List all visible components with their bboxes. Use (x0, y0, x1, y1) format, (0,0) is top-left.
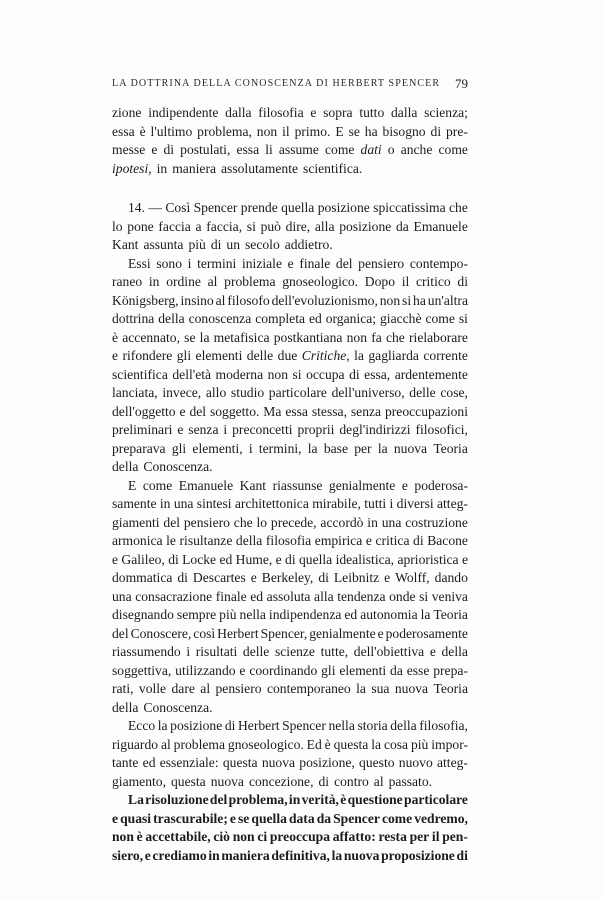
text-line: dottrina della conoscenza completa ed organica; giacchè come si (112, 311, 468, 326)
text-line: 14. — Così Spencer prende quella posizione spiccatissima che (128, 200, 468, 215)
text-line: dommatica di Descartes e Berkeley, di Leibnitz e Wolff, dando (112, 570, 468, 585)
text-line: tante ed essenziale: questa nuova posizione, questo nuovo atteg- (112, 755, 468, 770)
text-line: rati, volle dare al pensiero contemporaneo la sua nuova Teoria (112, 681, 468, 696)
text-line: preliminari e senza i preconcetti proprii degl'indirizzi filosofici, (112, 422, 468, 437)
text-line: lo pone faccia a faccia, si può dire, alla posizione da Emanuele (112, 218, 468, 234)
text-line: Ecco la posizione di Herbert Spencer nella storia della filosofia, (128, 718, 468, 733)
text-line: giamento, questa nuova concezione, di contro al passato. (112, 773, 433, 789)
paragraph (112, 104, 468, 178)
text-line: e rifondere gli elementi delle due Critiche, la gagliarda corrente (112, 348, 468, 363)
text-line: riguardo al problema gnoseologico. Ed è questa la cosa più impor- (112, 736, 468, 752)
page-header (112, 78, 468, 96)
text-line: essa è l'ultimo problema, non il primo. E se ha bisogno di pre- (112, 123, 468, 139)
text-line: siero, e crediamo in maniera definitiva, la nuova proposizione di (112, 847, 468, 863)
text-line: e Galileo, di Locke ed Hume, e di quella idealistica, aprioristica e (112, 551, 468, 567)
text-line: disegnando sempre più nella indipendenza ed autonomia la Teoria (112, 607, 468, 622)
paragraph (112, 255, 468, 477)
page-body (112, 104, 468, 865)
text-line: scientifica dell'età moderna non si occupa di essa, ardentemente (112, 366, 468, 382)
text-line: messe e di postulati, essa li assume come dati o anche come (112, 142, 468, 157)
text-line: armonica le risultanze della filosofia empirica e critica di Bacone (112, 533, 468, 548)
text-line: ipotesi, in maniera assolutamente scientifica. (112, 160, 363, 176)
text-line: della Conoscenza. (112, 699, 213, 715)
text-line: è accennato, se la metafisica postkantiana non fa che rielaborare (112, 329, 468, 345)
text-line: del Conoscere, così Herbert Spencer, genialmente e poderosamente (112, 625, 468, 641)
text-line: lanciata, invece, allo studio particolare dell'universo, delle cose, (112, 385, 468, 400)
text-line: della Conoscenza. (112, 459, 213, 474)
running-head: LA DOTTRINA DELLA CONOSCENZA DI HERBERT SPENCER (112, 78, 441, 89)
text-line: raneo in ordine al problema gnoseologico. Dopo il critico di (112, 274, 468, 289)
paragraph (112, 791, 468, 865)
text-line: La risoluzione del problema, in verità, è questione particolare (128, 792, 468, 807)
text-line: Kant assunta più di un secolo addietro. (112, 237, 333, 252)
page-number: 79 (455, 76, 468, 91)
text-line: e quasi trascurabile; e se quella data da Spencer come vedremo, (112, 810, 468, 826)
text-line: preparava gli elementi, i termini, la base per la nuova Teoria (112, 440, 468, 456)
paragraph (112, 717, 468, 791)
text-line: giamenti del pensiero che lo precede, accordò in una costruzione (112, 514, 468, 530)
text-line: non è accettabile, ciò non ci preoccupa affatto: resta per il pen- (112, 829, 468, 844)
text-line: E come Emanuele Kant riassunse genialmente e poderosa- (128, 477, 468, 493)
text-line: zione indipendente dalla filosofia e sopra tutto dalla scienza; (112, 105, 468, 120)
text-line: Essi sono i termini iniziale e finale del pensiero contempo- (128, 255, 468, 271)
text-line: samente in una sintesi architettonica mirabile, tutti i diversi atteg- (112, 496, 468, 511)
text-line: Königsberg, insino al filosofo dell'evoluzionismo, non si ha un'altra (112, 292, 468, 308)
paragraph (112, 199, 468, 255)
text-line: soggettiva, utilizzando e coordinando gli elementi da esse prepa- (112, 662, 468, 678)
text-line: dell'oggetto e del soggetto. Ma essa stessa, senza preoccupazioni (112, 403, 468, 419)
text-line: riassumendo i risultati delle scienze tutte, dell'obiettiva e della (112, 644, 468, 659)
text-line: una consacrazione finale ed assoluta alla tendenza onde si veniva (112, 588, 468, 604)
paragraph (112, 477, 468, 718)
